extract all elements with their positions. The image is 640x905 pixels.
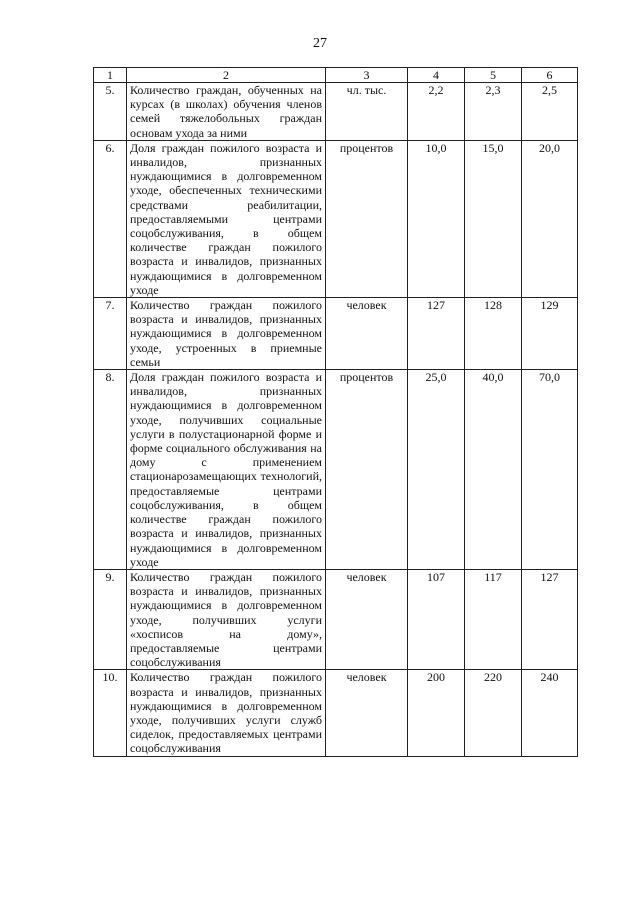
column-header: 1 <box>94 68 127 83</box>
table-row <box>94 569 578 669</box>
value-cell: 128 <box>465 298 522 370</box>
indicator-name: Количество граждан пожилого возраста и инвалидов, признанных нуждающимися в долговременном уходе, получивших услуги «хосписов на дому», предоставляемые центрами соцобслуживания <box>127 569 326 669</box>
value-cell: 10,0 <box>408 140 465 297</box>
value-cell: 107 <box>408 569 465 669</box>
unit-cell: человек <box>326 670 408 756</box>
value-cell: 220 <box>465 670 522 756</box>
table-row <box>94 298 578 370</box>
row-number: 7. <box>94 298 127 370</box>
row-number: 9. <box>94 569 127 669</box>
indicator-name: Количество граждан пожилого возраста и инвалидов, признанных нуждающимися в долговременном уходе, устроенных в приемные семьи <box>127 298 326 370</box>
unit-cell: человек <box>326 569 408 669</box>
row-number: 6. <box>94 140 127 297</box>
indicator-name: Доля граждан пожилого возраста и инвалидов, признанных нуждающимися в долговременном уходе, получивших социальные услуги в полустационарной форме и форме социального обслуживания на дому с применением стационарозамещающих технологий, предоставляемые центрами соцобслуживания, в общем количестве граждан пожилого возраста и инвалидов, признанных нуждающимися в долговременном уходе <box>127 370 326 570</box>
table-row <box>94 670 578 756</box>
column-header: 4 <box>408 68 465 83</box>
column-header: 3 <box>326 68 408 83</box>
value-cell: 200 <box>408 670 465 756</box>
table-row <box>94 83 578 141</box>
row-number: 5. <box>94 83 127 141</box>
value-cell: 127 <box>522 569 578 669</box>
unit-cell: человек <box>326 298 408 370</box>
value-cell: 2,2 <box>408 83 465 141</box>
row-number: 10. <box>94 670 127 756</box>
unit-cell: чл. тыс. <box>326 83 408 141</box>
value-cell: 2,3 <box>465 83 522 141</box>
table-header-row <box>94 68 578 83</box>
column-header: 2 <box>127 68 326 83</box>
column-header: 6 <box>522 68 578 83</box>
unit-cell: процентов <box>326 140 408 297</box>
page-number: 27 <box>313 36 327 51</box>
value-cell: 2,5 <box>522 83 578 141</box>
column-header: 5 <box>465 68 522 83</box>
row-number: 8. <box>94 370 127 570</box>
table-row <box>94 370 578 570</box>
value-cell: 129 <box>522 298 578 370</box>
value-cell: 25,0 <box>408 370 465 570</box>
unit-cell: процентов <box>326 370 408 570</box>
value-cell: 70,0 <box>522 370 578 570</box>
value-cell: 240 <box>522 670 578 756</box>
indicators-table <box>93 67 578 757</box>
indicator-name: Количество граждан пожилого возраста и инвалидов, признанных нуждающимися в долговременном уходе, получивших услуги служб сиделок, предоставляемых центрами соцобслуживания <box>127 670 326 756</box>
value-cell: 40,0 <box>465 370 522 570</box>
value-cell: 20,0 <box>522 140 578 297</box>
table-row <box>94 140 578 297</box>
indicator-name: Количество граждан, обученных на курсах (в школах) обучения членов семей тяжелобольных граждан основам ухода за ними <box>127 83 326 141</box>
indicator-name: Доля граждан пожилого возраста и инвалидов, признанных нуждающимися в долговременном уходе, обеспеченных техническими средствами реабилитации, предоставляемыми центрами соцобслуживания, в общем количестве граждан пожилого возраста и инвалидов, признанных нуждающимися в долговременном уходе <box>127 140 326 297</box>
value-cell: 117 <box>465 569 522 669</box>
value-cell: 15,0 <box>465 140 522 297</box>
value-cell: 127 <box>408 298 465 370</box>
